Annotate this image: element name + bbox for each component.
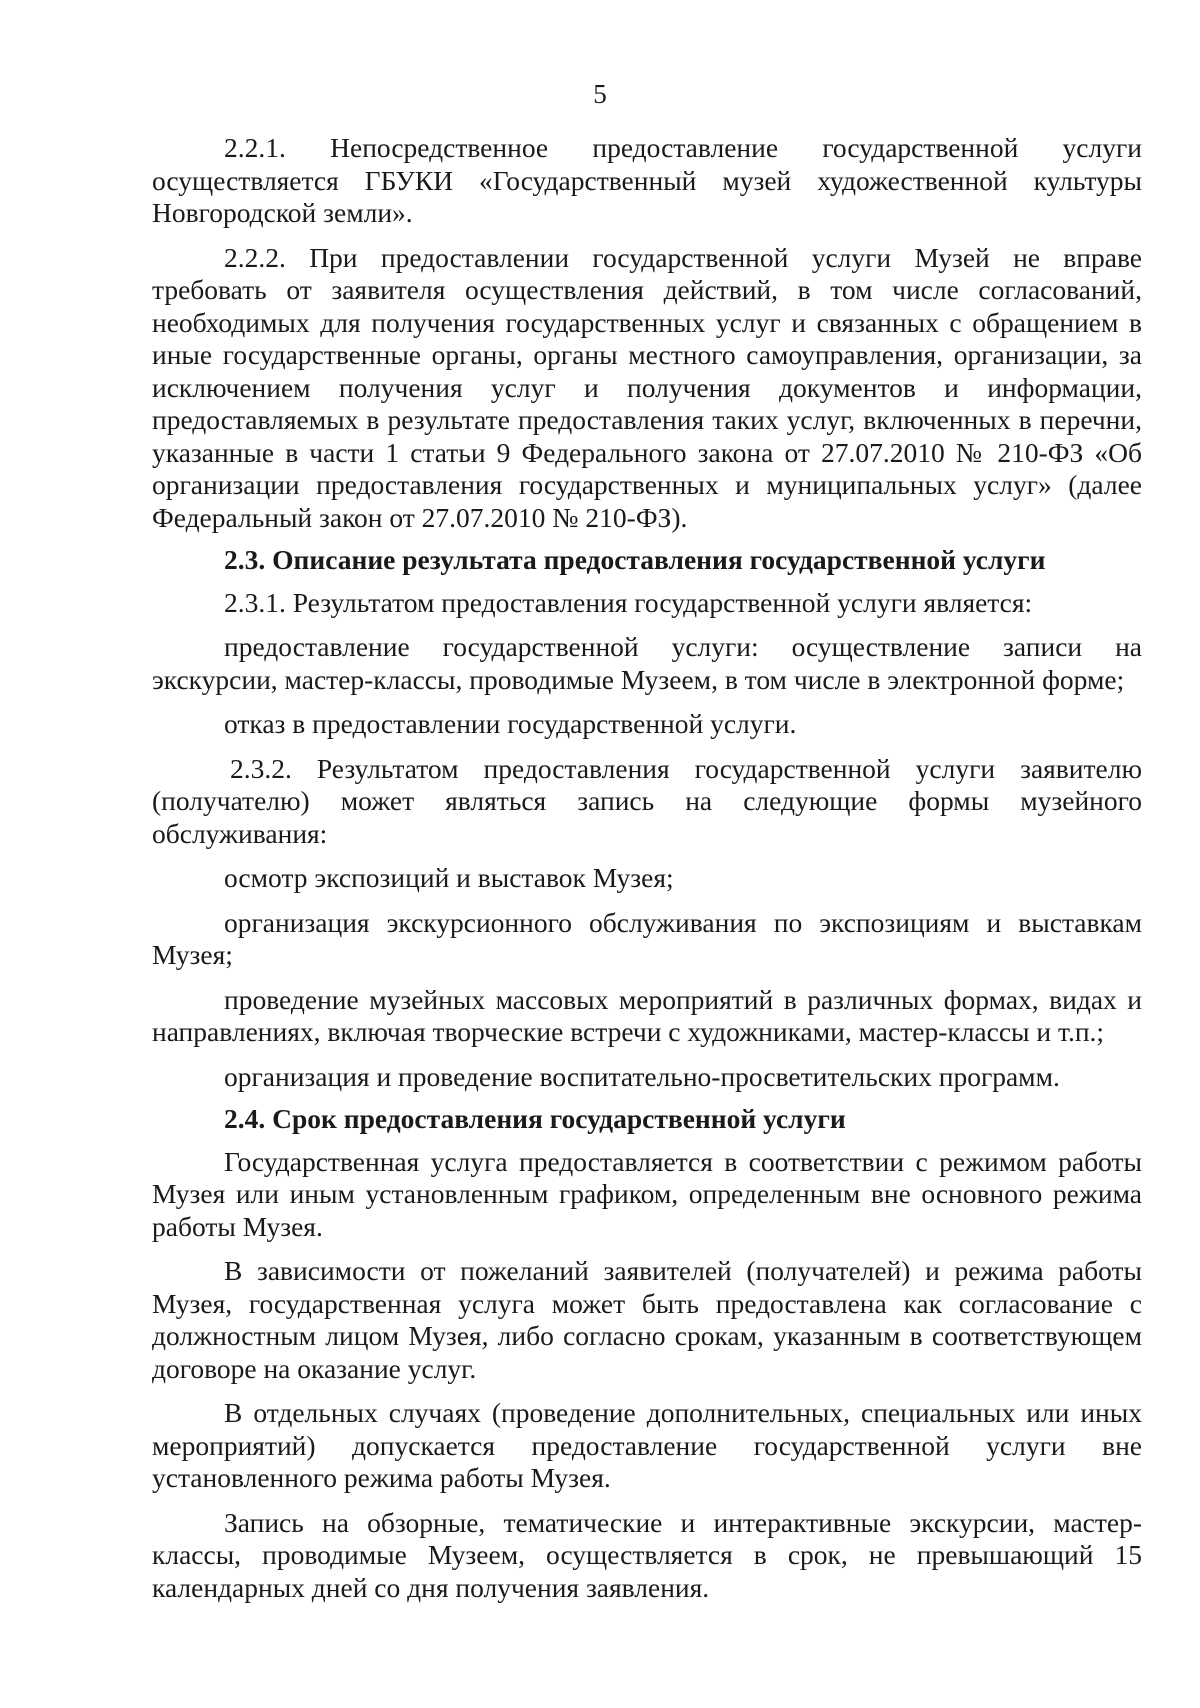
paragraph-2-2-2: 2.2.2. При предоставлении государственной услуги Музей не вправе требовать от заявителя осуществления действий, в том числе согласований, необходимых для получения государственных услуг и связанных с обращением в иные государственные органы, органы местного самоуправления, организации, за исключением получения услуг и получения документов и информации, предоставляемых в результате предоставления таких услуг, включенных в перечни, указанные в части 1 статьи 9 Федерального закона от 27.07.2010 № 210-ФЗ «Об организации предоставления государственных и муниципальных услуг» (далее Федеральный закон от 27.07.2010 № 210-ФЗ). [152,241,1142,533]
paragraph-2-3-2-item-d: организация и проведение воспитательно-просветительских программ. [224,1060,1060,1092]
document-body [152,132,1142,1604]
paragraph-2-4-b: В зависимости от пожеланий заявителей (получателей) и режима работы Музея, государственная услуга может быть предоставлена как согласование с должностным лицом Музея, либо согласно срокам, указанным в соответствующем договоре на оказание услуг. [152,1255,1142,1384]
paragraph-2-3-1: 2.3.1. Результатом предоставления государственной услуги является: [224,586,1033,618]
paragraph-2-2-1: 2.2.1. Непосредственное предоставление государственной услуги осуществляется ГБУКИ «Государственный музей художественной культуры Новгородской земли». [152,132,1142,228]
paragraph-2-3-2-item-c: проведение музейных массовых мероприятий в различных формах, видах и направлениях, включая творческие встречи с художниками, мастер-классы и т.п.; [152,983,1142,1047]
paragraph-2-3-1-item-b: отказ в предоставлении государственной услуги. [224,708,797,739]
heading-2-4: 2.4. Срок предоставления государственной услуги [224,1103,846,1134]
paragraph-2-4-c: В отдельных случаях (проведение дополнительных, специальных или иных мероприятий) допускается предоставление государственной услуги вне установленного режима работы Музея. [152,1397,1142,1493]
paragraph-2-4-a: Государственная услуга предоставляется в соответствии с режимом работы Музея или иным установленным графиком, определенным вне основного режима работы Музея. [152,1145,1142,1242]
paragraph-2-3-1-item-a: предоставление государственной услуги: осуществление записи на экскурсии, мастер-классы, проводимые Музеем, в том числе в электронной форме; [152,631,1142,695]
paragraph-2-3-2-item-b: организация экскурсионного обслуживания по экспозициям и выставкам Музея; [152,906,1142,970]
paragraph-2-3-2: 2.3.2. Результатом предоставления государственной услуги заявителю (получателю) может являться запись на следующие формы музейного обслуживания: [152,752,1142,849]
paragraph-2-3-2-item-a: осмотр экспозиций и выставок Музея; [224,862,674,893]
page-number: 5 [593,79,607,109]
paragraph-2-4-d: Запись на обзорные, тематические и интерактивные экскурсии, мастер-классы, проводимые Музеем, осуществляется в срок, не превышающий 15 календарных дней со дня получения заявления. [152,1506,1142,1603]
heading-2-3: 2.3. Описание результата предоставления государственной услуги [224,544,1046,575]
